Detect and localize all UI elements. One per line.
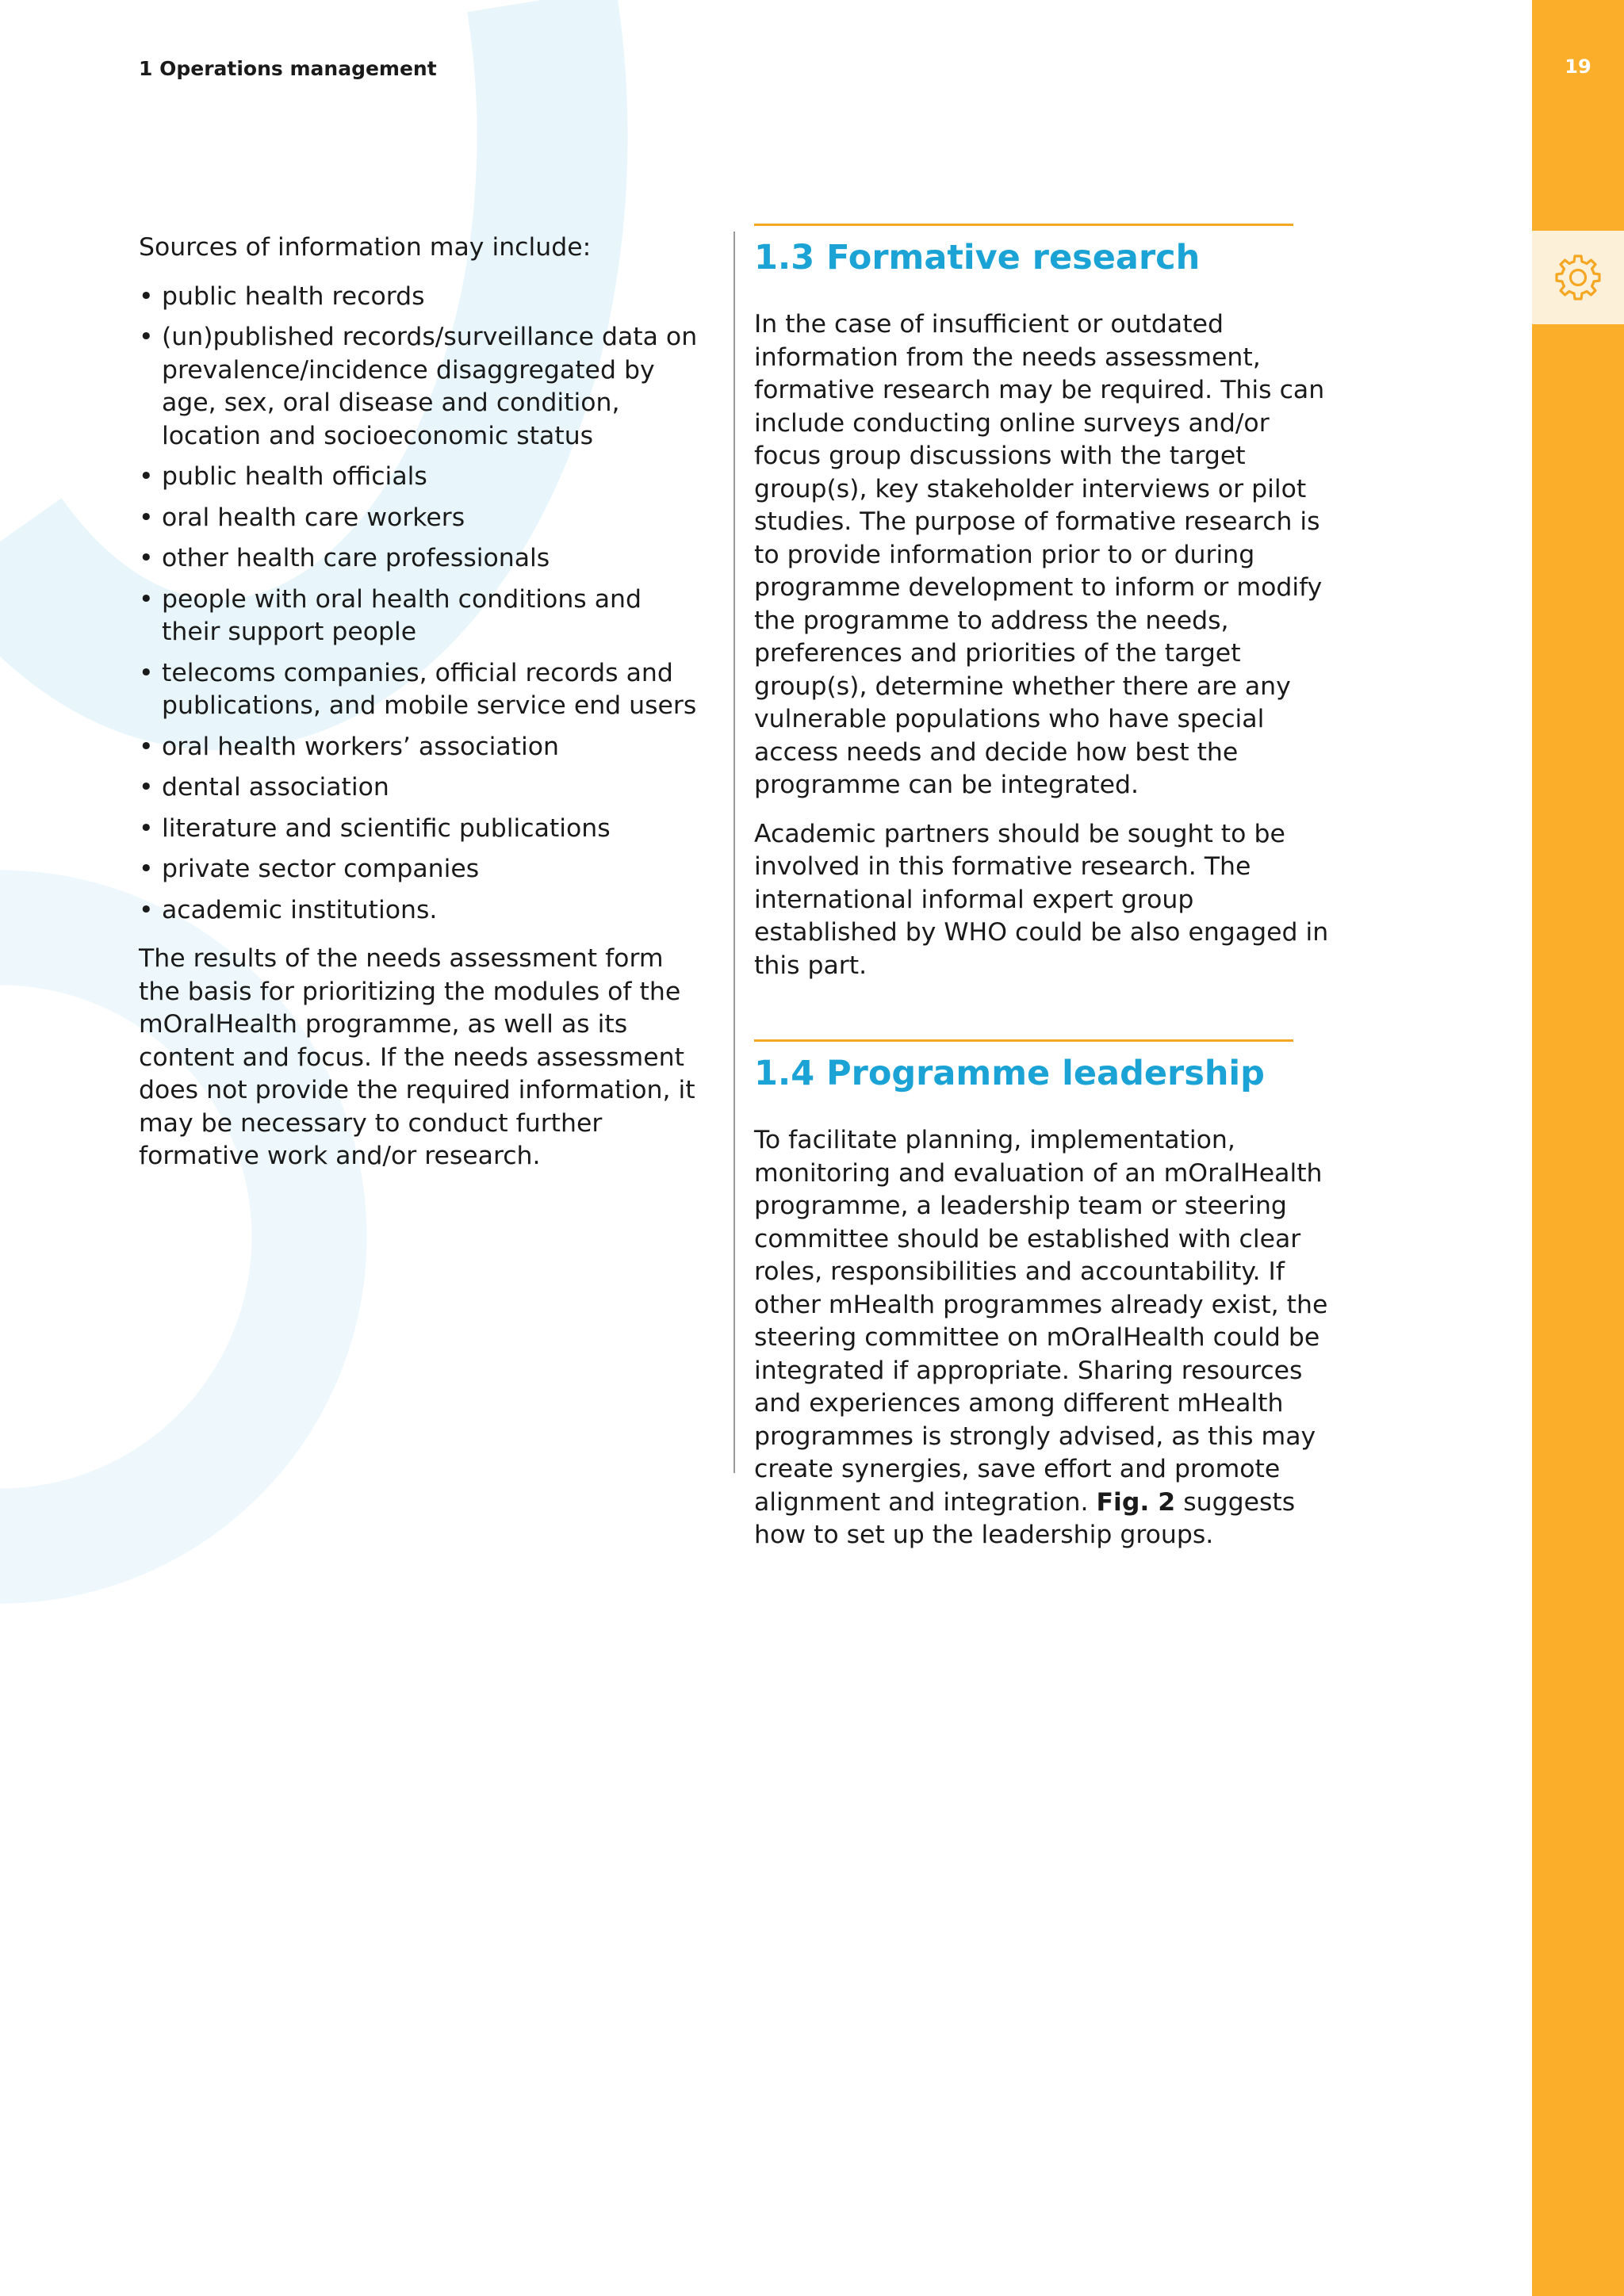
bullet-icon: • xyxy=(139,773,154,802)
list-item-text: private sector companies xyxy=(162,855,480,883)
sidebar xyxy=(1532,0,1624,2296)
bullet-icon: • xyxy=(139,584,154,614)
list-item xyxy=(139,657,702,723)
list-item xyxy=(139,281,702,314)
sidebar-icon-tab xyxy=(1532,231,1624,324)
list-item xyxy=(139,502,702,535)
section-rule xyxy=(754,224,1293,226)
bullet-icon: • xyxy=(139,503,154,532)
left-column xyxy=(139,232,702,1173)
bullet-icon: • xyxy=(139,544,154,572)
list-item xyxy=(139,584,702,649)
list-item-text: dental association xyxy=(162,773,389,802)
list-item-text: (un)published records/surveillance data on prevalence/incidence disaggregated by age, sex, oral disease and condition, location and socioeconomic status xyxy=(162,323,698,450)
list-item-text: people with oral health conditions and their support people xyxy=(162,584,642,646)
list-item xyxy=(139,771,702,805)
sources-intro: Sources of information may include: xyxy=(139,233,592,262)
section-programme-leadership xyxy=(754,1039,1341,1552)
bullet-icon: • xyxy=(139,281,154,311)
paragraph-text: To facilitate planning, implementation, monitoring and evaluation of an mOralHealth programme, a leadership team or steering committee should be established with clear roles, responsibilities and accountability. If other mHealth programmes already exist, the steering committee on mOralHealth could be integrated if appropriate. Sharing resources and experiences among different mHealth programmes is strongly advised, as this may create synergies, save effort and promote alignment and integration. xyxy=(754,1126,1328,1517)
gear-icon xyxy=(1552,251,1604,304)
list-item xyxy=(139,813,702,846)
formative-research-paragraph-1: In the case of insufficient or outdated information from the needs assessment, formative research may be required. This can include conducting online surveys and/or focus group discussions with the target group(s), key stakeholder interviews or pilot studies. The purpose of formative research is to provide information prior to or during programme development to inform or modify the programme to address the needs, preferences and priorities of the target group(s), determine whether there are any vulnerable populations who have special access needs and decide how best the programme can be integrated. xyxy=(754,310,1325,799)
list-item-text: telecoms companies, official records and publications, and mobile service end users xyxy=(162,658,697,720)
list-item xyxy=(139,731,702,764)
list-item-text: other health care professionals xyxy=(162,544,550,572)
bullet-icon: • xyxy=(139,855,154,883)
running-header: 1 Operations management xyxy=(139,57,437,80)
list-item-text: public health officials xyxy=(162,462,427,491)
list-item-text: literature and scientific publications xyxy=(162,813,611,843)
programme-leadership-paragraph xyxy=(754,1124,1341,1552)
paragraph-text: suggests how to set up the leadership groups. xyxy=(754,1487,1296,1549)
sources-list xyxy=(139,281,702,928)
column-divider xyxy=(733,232,735,1473)
section-rule xyxy=(754,1039,1293,1042)
list-item-text: oral health workers’ association xyxy=(162,732,560,761)
bullet-icon: • xyxy=(139,895,154,924)
bullet-icon: • xyxy=(139,462,154,491)
list-item xyxy=(139,461,702,494)
section-title: 1.3 Formative research xyxy=(754,238,1201,277)
bullet-icon: • xyxy=(139,658,154,687)
bullet-icon: • xyxy=(139,813,154,843)
formative-research-paragraph-2: Academic partners should be sought to be involved in this formative research. The international informal expert group established by WHO could be also engaged in this part. xyxy=(754,819,1329,980)
list-item-text: public health records xyxy=(162,281,425,311)
needs-assessment-paragraph: The results of the needs assessment form the basis for prioritizing the modules of the mOralHealth programme, as well as its content and focus. If the needs assessment does not provide the required information, it may be necessary to conduct further formative work and/or research. xyxy=(139,944,695,1170)
list-item xyxy=(139,542,702,576)
page-number: 19 xyxy=(1565,55,1591,78)
figure-reference[interactable]: Fig. 2 xyxy=(1096,1487,1176,1517)
list-item xyxy=(139,321,702,453)
section-formative-research xyxy=(754,224,1341,982)
right-column xyxy=(754,224,1341,1568)
list-item xyxy=(139,894,702,928)
section-title: 1.4 Programme leadership xyxy=(754,1054,1265,1093)
list-item-text: oral health care workers xyxy=(162,503,465,532)
bullet-icon: • xyxy=(139,732,154,761)
bullet-icon: • xyxy=(139,323,154,351)
list-item-text: academic institutions. xyxy=(162,895,438,924)
list-item xyxy=(139,853,702,886)
